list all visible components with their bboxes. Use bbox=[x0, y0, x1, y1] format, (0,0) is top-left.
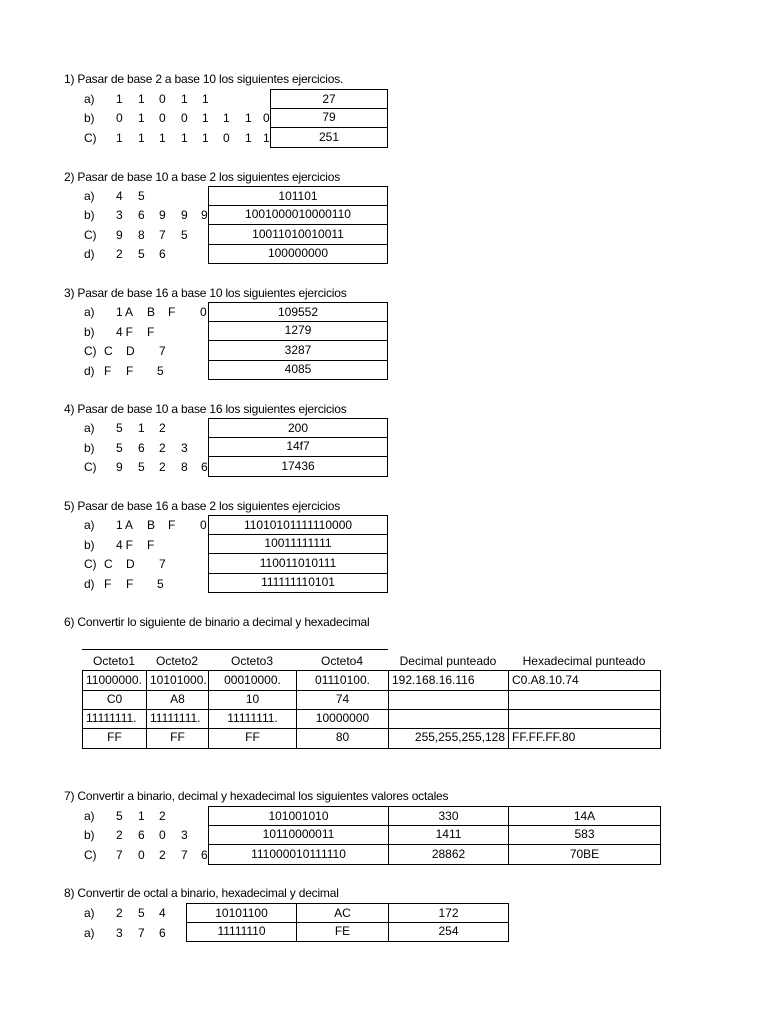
s5-row-a-digit: 1 A bbox=[116, 518, 133, 532]
section-4-title: 4) Pasar de base 10 a base 16 los siguientes ejercicios bbox=[64, 402, 347, 416]
s7-hex-cell: 583 bbox=[508, 825, 661, 845]
s3-row-a-digit: F bbox=[168, 305, 176, 319]
s1-row-b-digit: 1 bbox=[202, 111, 209, 125]
s2-row-a-label: a) bbox=[84, 189, 95, 203]
s1-row-c-digit: 0 bbox=[223, 131, 230, 145]
s1-answer-cell: 79 bbox=[270, 108, 388, 128]
s1-row-c-digit: 1 bbox=[263, 131, 270, 145]
s6-header-rule bbox=[82, 649, 388, 650]
s5-row-c-digit: 7 bbox=[159, 557, 166, 571]
s3-row-c-digit: 7 bbox=[159, 344, 166, 358]
s4-row-b-label: b) bbox=[84, 441, 95, 455]
s8-row-2-label: a) bbox=[84, 926, 95, 940]
s5-answer-cell: 111111110101 bbox=[208, 573, 388, 593]
s4-answer-cell: 14f7 bbox=[208, 437, 388, 457]
s1-row-a-digit: 0 bbox=[159, 92, 166, 106]
s3-row-a-digit: 1 A bbox=[116, 305, 133, 319]
s2-row-c-digit: 8 bbox=[138, 228, 145, 242]
s3-row-b-label: b) bbox=[84, 325, 95, 339]
s8-binary-cell: 11111110 bbox=[186, 922, 297, 942]
s7-binary-cell: 101001010 bbox=[208, 806, 389, 826]
s3-row-c-label: C) bbox=[84, 344, 97, 358]
s4-row-c-digit: 8 bbox=[181, 460, 188, 474]
s4-row-a-digit: 2 bbox=[159, 421, 166, 435]
s7-decimal-cell: 1411 bbox=[388, 825, 509, 845]
s8-row-1-digit: 5 bbox=[138, 906, 145, 920]
s5-answer-cell: 110011010111 bbox=[208, 554, 388, 574]
s7-row-b-digit: 3 bbox=[181, 828, 188, 842]
s5-row-b-label: b) bbox=[84, 538, 95, 552]
s8-row-1-digit: 4 bbox=[159, 906, 166, 920]
s3-row-d-digit: F bbox=[126, 364, 134, 378]
s1-row-c-label: C) bbox=[84, 131, 97, 145]
s1-row-a-digit: 1 bbox=[116, 92, 123, 106]
s7-row-b-label: b) bbox=[84, 828, 95, 842]
s1-row-b-label: b) bbox=[84, 111, 95, 125]
s6-cell: FF bbox=[208, 728, 297, 749]
s6-cell: 192.168.16.116 bbox=[388, 670, 509, 691]
s3-row-b-digit: 4 F bbox=[116, 325, 133, 339]
s6-cell: 80 bbox=[296, 728, 389, 749]
s2-row-b-digit: 9 bbox=[201, 208, 208, 222]
s1-row-b-digit: 1 bbox=[138, 111, 145, 125]
s7-hex-cell: 70BE bbox=[508, 845, 661, 865]
s3-row-c-digit: C bbox=[104, 344, 113, 358]
s6-cell bbox=[508, 690, 661, 710]
s2-row-d-digit: 2 bbox=[116, 247, 123, 261]
s5-row-d-label: d) bbox=[84, 577, 95, 591]
s7-hex-cell: 14A bbox=[508, 806, 661, 826]
s1-answer-cell: 251 bbox=[270, 128, 388, 148]
s2-row-c-digit: 5 bbox=[181, 228, 188, 242]
s4-row-b-digit: 5 bbox=[116, 441, 123, 455]
s8-row-2-digit: 3 bbox=[116, 926, 123, 940]
s1-row-c-digit: 1 bbox=[138, 131, 145, 145]
s7-row-c-digit: 2 bbox=[159, 848, 166, 862]
s4-row-b-digit: 6 bbox=[138, 441, 145, 455]
s3-row-d-digit: F bbox=[104, 364, 112, 378]
section-1-title: 1) Pasar de base 2 a base 10 los siguientes ejercicios. bbox=[64, 72, 344, 86]
s2-row-b-digit: 3 bbox=[116, 208, 123, 222]
s7-row-c-label: C) bbox=[84, 848, 97, 862]
s7-row-c-digit: 7 bbox=[181, 848, 188, 862]
s3-row-a-label: a) bbox=[84, 305, 95, 319]
s6-cell: 10101000. bbox=[146, 670, 209, 691]
s5-row-b-digit: 4 F bbox=[116, 538, 133, 552]
s3-answer-cell: 4085 bbox=[208, 360, 388, 380]
s1-row-b-digit: 1 bbox=[223, 111, 230, 125]
s7-row-b-digit: 6 bbox=[138, 828, 145, 842]
section-3-title: 3) Pasar de base 16 a base 10 los siguientes ejercicios bbox=[64, 286, 347, 300]
s2-answer-cell: 100000000 bbox=[208, 244, 388, 264]
s5-answer-cell: 10011111111 bbox=[208, 534, 388, 554]
s6-cell: FF bbox=[82, 728, 147, 749]
s1-row-a-digit: 1 bbox=[181, 92, 188, 106]
s5-row-d-digit: F bbox=[104, 577, 112, 591]
s5-row-c-digit: C bbox=[104, 557, 113, 571]
s3-answer-cell: 1279 bbox=[208, 321, 388, 341]
s8-row-2-digit: 7 bbox=[138, 926, 145, 940]
s1-row-a-digit: 1 bbox=[138, 92, 145, 106]
s3-answer-cell: 3287 bbox=[208, 341, 388, 361]
s4-row-a-digit: 5 bbox=[116, 421, 123, 435]
s2-row-a-digit: 4 bbox=[116, 189, 123, 203]
s8-binary-cell: 10101100 bbox=[186, 903, 297, 923]
s5-row-b-digit: F bbox=[147, 538, 155, 552]
s6-cell: FF bbox=[146, 728, 209, 749]
s6-header: Octeto2 bbox=[155, 654, 199, 668]
s5-row-a-digit: F bbox=[168, 518, 176, 532]
s5-answer-cell: 11010101111110000 bbox=[208, 515, 388, 535]
section-8-title: 8) Convertir de octal a binario, hexadecimal y decimal bbox=[64, 886, 339, 900]
s3-row-b-digit: F bbox=[147, 325, 155, 339]
s1-row-b-digit: 0 bbox=[159, 111, 166, 125]
s7-binary-cell: 111000010111110 bbox=[208, 845, 389, 865]
s2-row-c-digit: 9 bbox=[116, 228, 123, 242]
s1-row-c-digit: 1 bbox=[202, 131, 209, 145]
s3-row-c-digit: D bbox=[126, 344, 135, 358]
s4-row-c-digit: 9 bbox=[116, 460, 123, 474]
s1-row-b-digit: 1 bbox=[245, 111, 252, 125]
s6-cell bbox=[388, 709, 509, 729]
s7-row-a-label: a) bbox=[84, 809, 95, 823]
s6-cell: 74 bbox=[296, 690, 389, 710]
s2-row-b-digit: 9 bbox=[159, 208, 166, 222]
s3-answer-cell: 109552 bbox=[208, 302, 388, 322]
s6-cell: 10000000 bbox=[296, 709, 389, 729]
s1-row-a-digit: 1 bbox=[202, 92, 209, 106]
s2-row-b-label: b) bbox=[84, 208, 95, 222]
s4-row-a-digit: 1 bbox=[138, 421, 145, 435]
s1-row-b-digit: 0 bbox=[116, 111, 123, 125]
s7-row-a-digit: 5 bbox=[116, 809, 123, 823]
s1-row-c-digit: 1 bbox=[181, 131, 188, 145]
s6-cell: 11111111. bbox=[208, 709, 297, 729]
section-2-title: 2) Pasar de base 10 a base 2 los siguientes ejercicios bbox=[64, 170, 341, 184]
s1-row-c-digit: 1 bbox=[245, 131, 252, 145]
s6-header: Octeto4 bbox=[320, 654, 364, 668]
s6-cell: 11111111. bbox=[82, 709, 147, 729]
s6-cell: C0.A8.10.74 bbox=[508, 670, 661, 691]
s7-row-c-digit: 7 bbox=[116, 848, 123, 862]
s4-answer-cell: 17436 bbox=[208, 457, 388, 477]
s7-row-c-digit: 0 bbox=[138, 848, 145, 862]
s2-row-d-digit: 6 bbox=[159, 247, 166, 261]
s6-header: Decimal punteado bbox=[399, 654, 497, 668]
s1-row-c-digit: 1 bbox=[159, 131, 166, 145]
s5-row-a-label: a) bbox=[84, 518, 95, 532]
s2-row-d-digit: 5 bbox=[138, 247, 145, 261]
s5-row-c-digit: D bbox=[126, 557, 135, 571]
s1-row-b-digit: 0 bbox=[263, 111, 270, 125]
s7-binary-cell: 10110000011 bbox=[208, 825, 389, 845]
s8-hex-cell: AC bbox=[296, 903, 389, 923]
s2-answer-cell: 10011010010011 bbox=[208, 225, 388, 245]
s7-decimal-cell: 330 bbox=[388, 806, 509, 826]
s8-hex-cell: FE bbox=[296, 922, 389, 942]
s5-row-a-digit: B bbox=[147, 518, 155, 532]
section-7-title: 7) Convertir a binario, decimal y hexadecimal los siguientes valores octales bbox=[64, 789, 449, 803]
section-6-title: 6) Convertir lo siguiente de binario a decimal y hexadecimal bbox=[64, 615, 370, 629]
s4-row-c-digit: 6 bbox=[201, 460, 208, 474]
s6-cell: 11000000. bbox=[82, 670, 147, 691]
s8-row-1-digit: 2 bbox=[116, 906, 123, 920]
s5-row-d-digit: 5 bbox=[157, 577, 164, 591]
s7-row-a-digit: 1 bbox=[138, 809, 145, 823]
s6-header: Hexadecimal punteado bbox=[522, 654, 646, 668]
s6-cell: 10 bbox=[208, 690, 297, 710]
s7-row-a-digit: 2 bbox=[159, 809, 166, 823]
s1-answer-cell: 27 bbox=[270, 89, 388, 109]
s7-row-b-digit: 2 bbox=[116, 828, 123, 842]
s4-row-c-digit: 2 bbox=[159, 460, 166, 474]
s4-row-b-digit: 3 bbox=[181, 441, 188, 455]
s6-cell: C0 bbox=[82, 690, 147, 710]
s5-row-c-label: C) bbox=[84, 557, 97, 571]
s8-row-1-label: a) bbox=[84, 906, 95, 920]
s4-row-a-label: a) bbox=[84, 421, 95, 435]
s6-header: Octeto3 bbox=[230, 654, 274, 668]
s2-row-c-label: C) bbox=[84, 228, 97, 242]
s6-cell: 11111111. bbox=[146, 709, 209, 729]
s5-row-d-digit: F bbox=[126, 577, 134, 591]
s4-row-c-digit: 5 bbox=[138, 460, 145, 474]
s8-row-2-digit: 6 bbox=[159, 926, 166, 940]
s2-row-a-digit: 5 bbox=[138, 189, 145, 203]
s6-cell: A8 bbox=[146, 690, 209, 710]
s5-row-a-digit: 0 bbox=[200, 518, 207, 532]
s2-answer-cell: 101101 bbox=[208, 186, 388, 206]
s4-row-c-label: C) bbox=[84, 460, 97, 474]
s2-answer-cell: 1001000010000110 bbox=[208, 205, 388, 225]
s1-row-c-digit: 1 bbox=[116, 131, 123, 145]
s7-decimal-cell: 28862 bbox=[388, 845, 509, 865]
s3-row-a-digit: 0 bbox=[200, 305, 207, 319]
s3-row-a-digit: B bbox=[147, 305, 155, 319]
s3-row-d-digit: 5 bbox=[157, 364, 164, 378]
s6-cell bbox=[508, 709, 661, 729]
s2-row-d-label: d) bbox=[84, 247, 95, 261]
s2-row-b-digit: 6 bbox=[138, 208, 145, 222]
s7-row-b-digit: 0 bbox=[159, 828, 166, 842]
s6-cell: 255,255,255,128 bbox=[388, 728, 509, 749]
s4-answer-cell: 200 bbox=[208, 418, 388, 438]
s8-decimal-cell: 254 bbox=[388, 922, 509, 942]
s1-row-b-digit: 0 bbox=[181, 111, 188, 125]
s6-cell: FF.FF.FF.80 bbox=[508, 728, 661, 749]
s6-cell bbox=[388, 690, 509, 710]
section-5-title: 5) Pasar de base 16 a base 2 los siguientes ejercicios bbox=[64, 499, 341, 513]
s7-row-c-digit: 6 bbox=[201, 848, 208, 862]
s2-row-b-digit: 9 bbox=[181, 208, 188, 222]
s1-row-a-label: a) bbox=[84, 92, 95, 106]
s6-header: Octeto1 bbox=[92, 654, 136, 668]
s2-row-c-digit: 7 bbox=[159, 228, 166, 242]
s6-cell: 00010000. bbox=[208, 670, 297, 691]
s6-cell: 01110100. bbox=[296, 670, 389, 691]
s3-row-d-label: d) bbox=[84, 364, 95, 378]
s8-decimal-cell: 172 bbox=[388, 903, 509, 923]
s4-row-b-digit: 2 bbox=[159, 441, 166, 455]
